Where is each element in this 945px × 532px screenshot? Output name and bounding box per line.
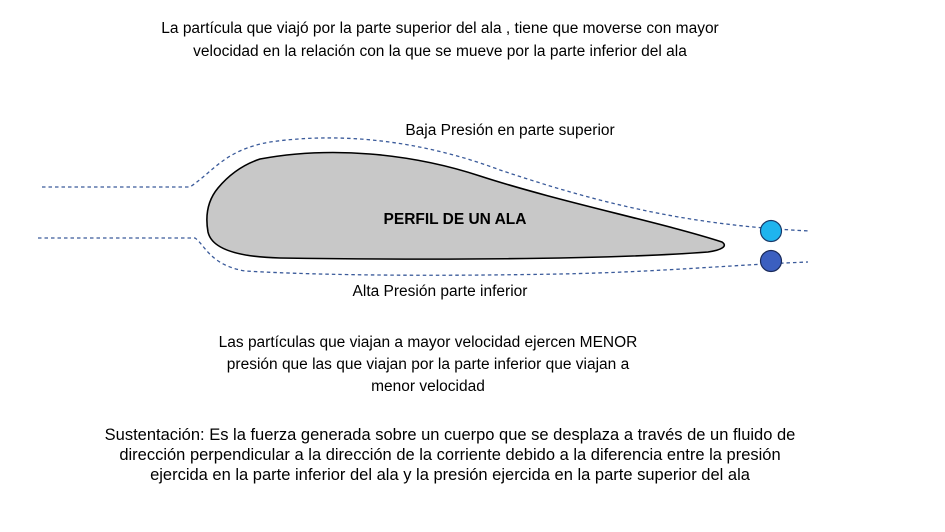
pressure-explanation: Las partículas que viajan a mayor velocidad ejercen MENOR presión que las que viajan por la parte inferior que viajan a menor velocidad [218,334,638,395]
low-pressure-label: Baja Presión en parte superior [405,122,615,139]
lift-definition: Sustentación: Es la fuerza generada sobre un cuerpo que se desplaza a través de un fluido de dirección perpendicular a la dirección de la corriente debido a la diferencia entre la presión ejercida en la parte inferior del ala y la presión ejercida en la parte superior del ala [104,426,796,484]
airfoil-shape [207,153,724,260]
top-caption: La partícula que viajó por la parte superior del ala , tiene que moverse con mayor velocidad en la relación con la que se mueve por la parte inferior del ala [161,20,719,60]
lower-particle [761,251,782,272]
airfoil-label: PERFIL DE UN ALA [383,211,527,228]
high-pressure-label: Alta Presión parte inferior [352,283,528,300]
upper-particle [761,221,782,242]
